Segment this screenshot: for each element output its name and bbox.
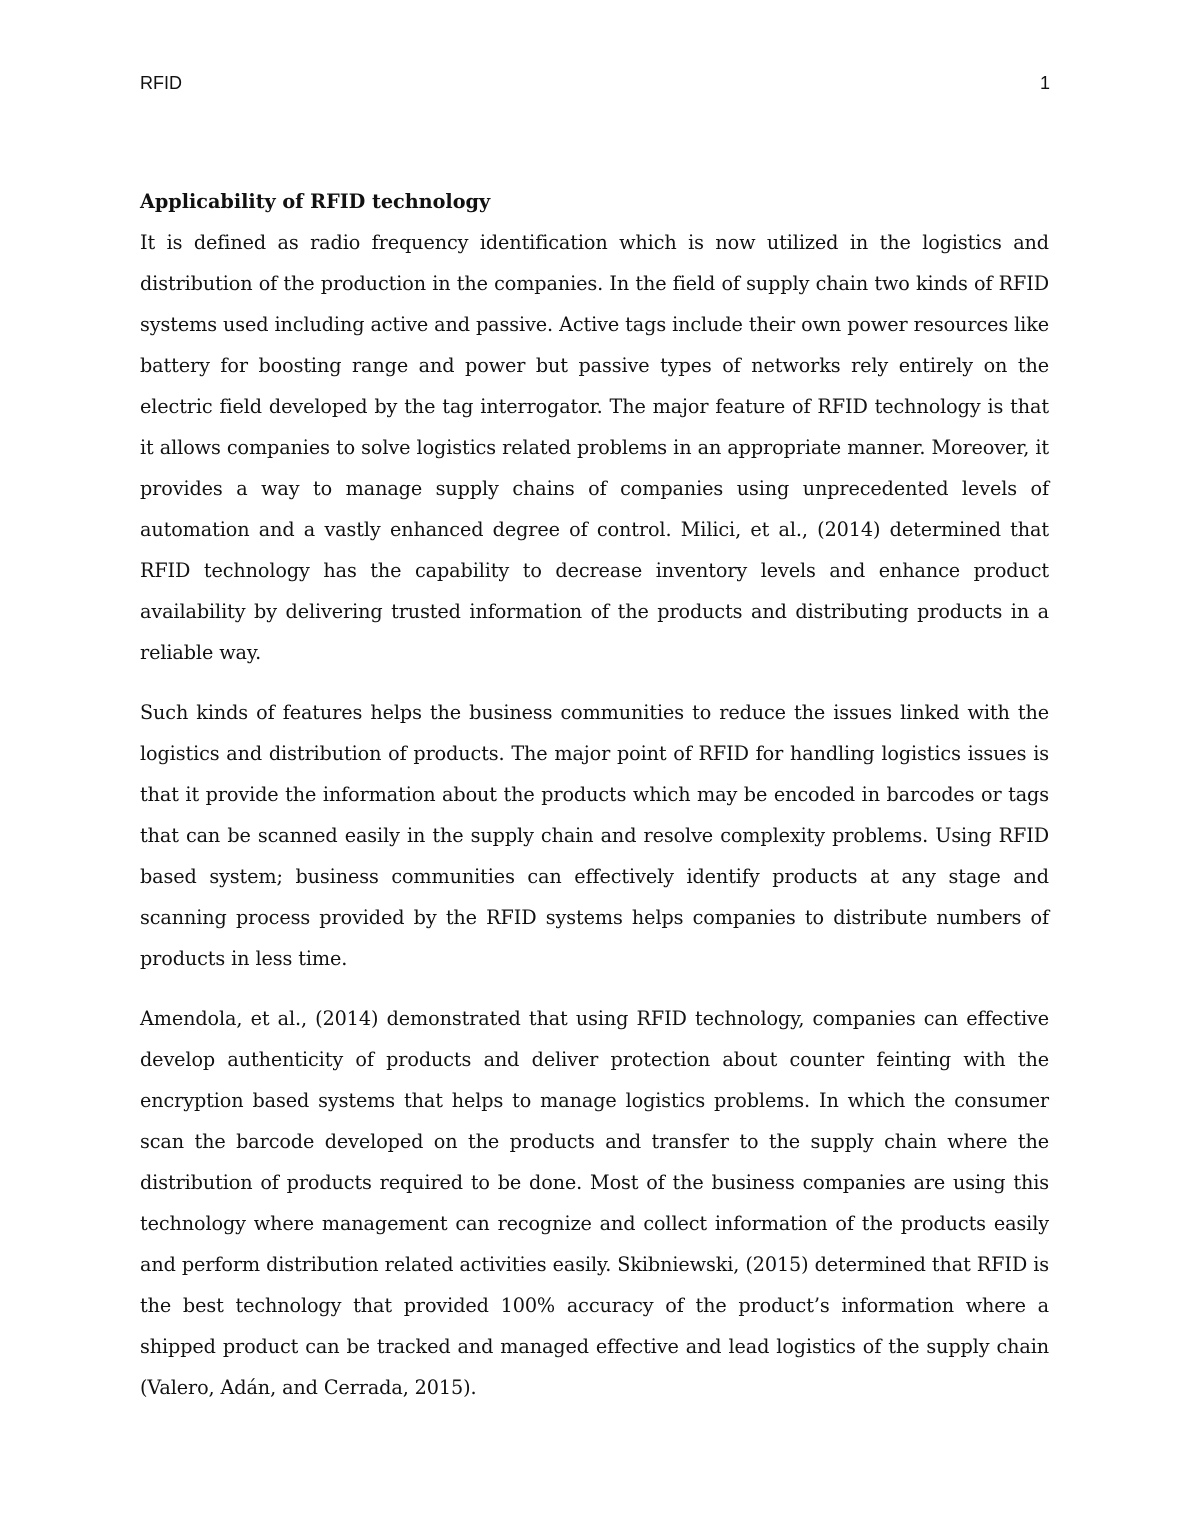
section-heading: Applicability of RFID technology xyxy=(140,190,491,213)
page-number: 1 xyxy=(1039,73,1050,93)
body-paragraph-2: Such kinds of features helps the business communities to reduce the issues linked with the logistics and distribution of products. The major point of RFID for handling logistics issues is that it provide the information about the products which may be encoded in barcodes or tags that can be scanned easily in the supply chain and resolve complexity problems. Using RFID based system; business communities can effectively identify products at any stage and scanning process provided by the RFID systems helps companies to distribute numbers of products in less time. xyxy=(140,701,1049,970)
running-head: RFID xyxy=(140,73,182,93)
body-paragraph-3: Amendola, et al., (2014) demonstrated that using RFID technology, companies can effective develop authenticity of products and deliver protection about counter feinting with the encryption based systems that helps to manage logistics problems. In which the consumer scan the barcode developed on the products and transfer to the supply chain where the distribution of products required to be done. Most of the business companies are using this technology where management can recognize and collect information of the products easily and perform distribution related activities easily. Skibniewski, (2015) determined that RFID is the best technology that provided 100% accuracy of the product’s information where a shipped product can be tracked and managed effective and lead logistics of the supply chain (Valero, Adán, and Cerrada, 2015). xyxy=(140,1007,1049,1399)
document-body xyxy=(140,181,1049,1427)
body-paragraph-1: It is defined as radio frequency identification which is now utilized in the logistics and distribution of the production in the companies. In the field of supply chain two kinds of RFID systems used including active and passive. Active tags include their own power resources like battery for boosting range and power but passive types of networks rely entirely on the electric field developed by the tag interrogator. The major feature of RFID technology is that it allows companies to solve logistics related problems in an appropriate manner. Moreover, it provides a way to manage supply chains of companies using unprecedented levels of automation and a vastly enhanced degree of control. Milici, et al., (2014) determined that RFID technology has the capability to decrease inventory levels and enhance product availability by delivering trusted information of the products and distributing products in a reliable way. xyxy=(140,231,1049,664)
